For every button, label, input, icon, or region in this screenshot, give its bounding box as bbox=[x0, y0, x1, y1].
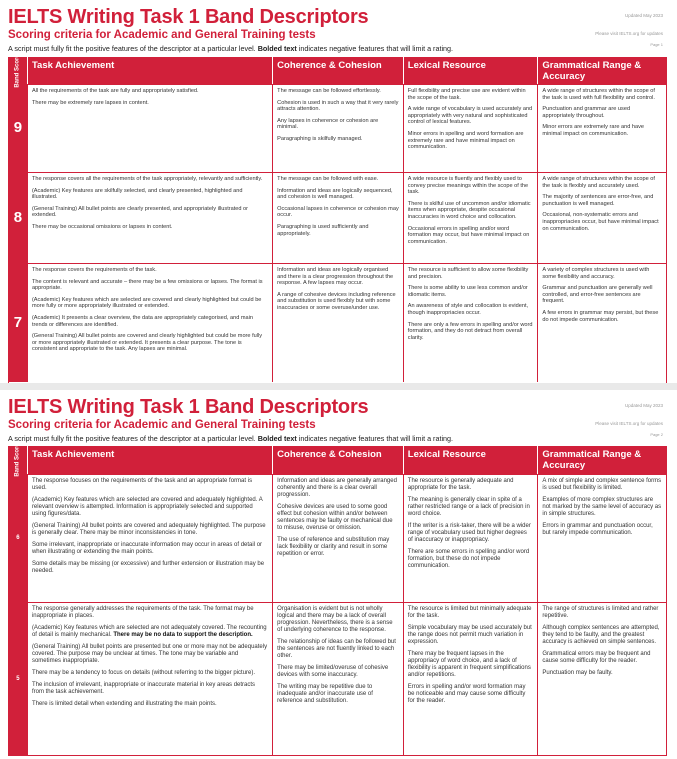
descriptor-line: A few errors in grammar may persist, but these do not impede communication. bbox=[542, 309, 659, 323]
descriptor-text bbox=[32, 561, 268, 575]
descriptor-text bbox=[542, 88, 662, 101]
note-suffix: indicates negative features that will limit a rating. bbox=[298, 44, 454, 53]
descriptor-text bbox=[32, 625, 268, 639]
descriptor-line: Information and ideas are generally arranged coherently and there is a clear overall progression. bbox=[277, 478, 397, 498]
descriptor-line: (General Training) All bullet points are presented but one or more may not be adequately covered. The purpose may be unclear at times. The tone may be variable and sometimes inappropriate. bbox=[31, 644, 268, 664]
descriptor-line: Examples of more complex structures are not marked by the same level of accuracy as in simple structures. bbox=[542, 497, 662, 517]
descriptor-text bbox=[408, 267, 534, 280]
descriptor-text bbox=[408, 478, 534, 492]
descriptor-text bbox=[542, 267, 662, 280]
descriptor-text bbox=[277, 267, 399, 287]
descriptor-line: There are only a few errors in spelling and/or word formation, and they do not detract from overall clarity. bbox=[407, 321, 533, 341]
descriptor-line: (Academic) It presents a clear overview, the data are appropriately categorised, and main trends or differences are identified. bbox=[31, 314, 254, 328]
descriptor-text bbox=[32, 315, 268, 328]
descriptor-text bbox=[32, 606, 268, 620]
descriptor-line: Occasional errors in spelling and/or word formation may occur, but have minimal impact on communication. bbox=[407, 225, 530, 245]
descriptor-line: Paragraphing is skilfully managed. bbox=[277, 135, 363, 142]
descriptor-line: (General Training) All bullet points are covered and adequately highlighted. The purpose is generally clear. There may be minor inconsistencies in tone. bbox=[31, 523, 266, 536]
descriptor-text bbox=[408, 201, 534, 221]
descriptor-text bbox=[32, 224, 268, 231]
descriptor-text bbox=[408, 88, 534, 101]
descriptor-text bbox=[32, 279, 268, 292]
descriptor-text bbox=[32, 267, 268, 274]
band-score: 6 bbox=[9, 475, 27, 602]
descriptor-line: (Academic) Key features are skilfully selected, and clearly presented, highlighted and illustrated. bbox=[31, 187, 243, 201]
descriptor-line: Paragraphing is used sufficiently and appropriately. bbox=[277, 223, 369, 237]
descriptor-line: Punctuation may be faulty. bbox=[542, 670, 613, 676]
descriptor-line: A wide range of structures within the scope of the task is used with full flexibility and control. bbox=[542, 88, 655, 101]
descriptor-line: The response covers the requirements of the task. bbox=[31, 267, 157, 273]
descriptor-text bbox=[542, 310, 662, 323]
descriptor-line: Information and ideas are logically organised and there is a clear progression throughout the response. A few lapses may occur. bbox=[277, 267, 394, 287]
band-row-9 bbox=[9, 84, 666, 172]
header-band-score bbox=[9, 443, 27, 477]
descriptor-text bbox=[277, 639, 399, 660]
descriptor-text bbox=[32, 523, 268, 537]
descriptor-line: (Academic) Key features which are selected are covered and clearly highlighted but could be more fully or more appropriately illustrated or extended. bbox=[31, 296, 262, 310]
descriptor-text bbox=[32, 206, 268, 219]
note-prefix: A script must fully fit the positive features of the descriptor at a particular level. bbox=[8, 434, 256, 443]
descriptor-line: There may be a tendency to focus on details (without referring to the bigger picture). bbox=[31, 670, 256, 676]
descriptor-line: Organisation is evident but is not wholly logical and there may be a lack of overall progression. Nevertheless, there is a sense of underlying coherence to the response. bbox=[277, 606, 393, 633]
visit-link[interactable]: Please visit IELTS.org for updates bbox=[595, 31, 663, 36]
descriptor-line: If the writer is a risk-taker, there will be a wider range of vocabulary used but higher degrees of inaccuracy or inappropriacy. bbox=[407, 523, 531, 543]
descriptor-line: A range of cohesive devices including reference and substitution is used flexibly but with some inaccuracies or some overuse/under use. bbox=[277, 291, 396, 311]
descriptor-line: Errors in spelling and/or word formation may be noticeable and may cause some difficulty for the reader. bbox=[407, 684, 526, 704]
descriptor-text bbox=[542, 106, 662, 119]
lexical-resource-cell bbox=[403, 475, 538, 602]
doc-subtitle: Scoring criteria for Academic and General Training tests bbox=[8, 29, 316, 41]
descriptor-text bbox=[277, 176, 399, 183]
descriptor-line: Some details may be missing (or excessive) and further extension or illustration may be needed. bbox=[31, 561, 265, 574]
descriptor-text bbox=[408, 497, 534, 518]
descriptor-text bbox=[32, 497, 268, 518]
descriptor-text bbox=[408, 523, 534, 544]
descriptor-line: The message can be followed effortlessly. bbox=[277, 88, 381, 94]
descriptor-text bbox=[277, 537, 399, 558]
descriptor-text bbox=[32, 542, 268, 556]
task-achievement-cell bbox=[27, 475, 272, 602]
descriptor-line: The resource is sufficient to allow some flexibility and precision. bbox=[407, 267, 529, 280]
header-lexical-resource: Lexical Resource bbox=[403, 57, 538, 84]
descriptor-table bbox=[8, 443, 667, 756]
descriptor-line: The range of structures is limited and rather repetitive. bbox=[542, 606, 659, 619]
header-coherence-cohesion: Coherence & Cohesion bbox=[272, 57, 403, 84]
page-gap bbox=[0, 383, 677, 390]
band-row-8 bbox=[9, 172, 666, 263]
descriptor-line: A variety of complex structures is used with some flexibility and accuracy. bbox=[542, 267, 650, 280]
descriptor-text bbox=[277, 478, 399, 499]
descriptor-text bbox=[32, 644, 268, 665]
descriptor-text bbox=[408, 131, 534, 151]
header-grammatical-range: Grammatical Range & Accuracy bbox=[537, 446, 666, 474]
descriptor-text bbox=[277, 606, 399, 634]
grammatical-range-cell bbox=[537, 264, 666, 382]
lexical-resource-cell bbox=[403, 603, 538, 756]
descriptor-line: The majority of sentences are error-free, and punctuation is well managed. bbox=[542, 194, 654, 207]
descriptor-text bbox=[277, 188, 399, 201]
note-suffix: indicates negative features that will limit a rating. bbox=[298, 434, 454, 443]
descriptor-text bbox=[32, 297, 268, 310]
descriptor-line: The resource is generally adequate and appropriate for the task. bbox=[407, 478, 514, 491]
rows-page-1 bbox=[9, 84, 666, 382]
descriptor-text bbox=[542, 478, 662, 492]
descriptor-text bbox=[542, 497, 662, 518]
note-bold: Bolded text bbox=[257, 44, 297, 53]
task-achievement-cell bbox=[27, 173, 272, 263]
descriptor-text bbox=[542, 670, 662, 677]
descriptor-text bbox=[542, 176, 662, 189]
descriptor-line: Full flexibility and precise use are evident within the scope of the task. bbox=[407, 88, 526, 101]
grammatical-range-cell bbox=[537, 475, 666, 602]
note-prefix: A script must fully fit the positive features of the descriptor at a particular level. bbox=[8, 44, 256, 53]
descriptor-line: (Academic) Key features which are selected are covered and adequately highlighted. A relevant overview is attempted. Information is appropriately selected and supported using figures/data. bbox=[31, 497, 263, 517]
descriptor-line: Simple vocabulary may be used accurately but the range does not permit much variation in expression. bbox=[407, 625, 532, 645]
descriptor-text bbox=[277, 206, 399, 219]
descriptor-text bbox=[408, 303, 534, 316]
descriptor-line: Punctuation and grammar are used appropriately throughout. bbox=[542, 106, 631, 119]
coherence-cohesion-cell bbox=[272, 264, 403, 382]
grammatical-range-cell bbox=[537, 85, 666, 172]
task-achievement-cell bbox=[27, 264, 272, 382]
band-score: 8 bbox=[9, 173, 27, 263]
descriptor-text bbox=[542, 285, 662, 305]
header-band-score bbox=[9, 53, 27, 88]
descriptor-line: Minor errors in spelling and word formation are extremely rare and have minimal impact on communication. bbox=[407, 130, 524, 151]
descriptor-line: Occasional lapses in coherence or cohesion may occur. bbox=[277, 205, 399, 219]
doc-note bbox=[8, 44, 453, 53]
descriptor-line: The writing may be repetitive due to inadequate and/or inaccurate use of reference and substitution. bbox=[277, 684, 373, 704]
descriptor-line: The message can be followed with ease. bbox=[277, 176, 379, 182]
descriptor-text bbox=[277, 136, 399, 143]
descriptor-line: Grammar and punctuation are generally well controlled, and error-free sentences are frequent. bbox=[542, 285, 653, 305]
descriptor-text bbox=[32, 701, 268, 708]
descriptor-text bbox=[277, 665, 399, 679]
descriptor-text bbox=[277, 88, 399, 95]
descriptor-text bbox=[408, 176, 534, 196]
lexical-resource-cell bbox=[403, 264, 538, 382]
descriptor-text bbox=[542, 124, 662, 137]
descriptor-line: (Academic) Key features which are selected are not adequately covered. The recounting of detail is mainly mechanical. bbox=[31, 625, 267, 638]
doc-note bbox=[8, 434, 453, 443]
descriptor-table bbox=[8, 53, 667, 383]
descriptor-line: The relationship of ideas can be followed but the sentences are not fluently linked to each other. bbox=[277, 639, 396, 659]
descriptor-line: Minor errors are extremely rare and have minimal impact on communication. bbox=[542, 124, 645, 137]
updated-date: Updated May 2023 bbox=[624, 403, 663, 408]
descriptor-text bbox=[542, 523, 662, 537]
table-header bbox=[9, 443, 666, 477]
descriptor-text bbox=[542, 194, 662, 207]
coherence-cohesion-cell bbox=[272, 173, 403, 263]
lexical-resource-cell bbox=[403, 173, 538, 263]
descriptor-text bbox=[408, 549, 534, 570]
descriptor-line: There may be occasional omissions or lapses in content. bbox=[31, 223, 173, 230]
descriptor-line: There may be extremely rare lapses in content. bbox=[31, 99, 149, 106]
descriptor-text bbox=[277, 684, 399, 705]
coherence-cohesion-cell bbox=[272, 475, 403, 602]
header-grammatical-range: Grammatical Range & Accuracy bbox=[537, 57, 666, 84]
page-2 bbox=[0, 390, 677, 759]
descriptor-text bbox=[408, 285, 534, 298]
rows-page-2 bbox=[9, 474, 666, 756]
descriptor-line: There is some ability to use less common and/or idiomatic items. bbox=[407, 285, 528, 298]
descriptor-line: (General Training) All bullet points are covered and clearly highlighted but could be more fully or more appropriately illustrated or extended. It presents a clear purpose. The tone is consistent and appropriate to the task. Any lapses are minimal. bbox=[31, 333, 263, 353]
descriptor-line: The response covers all the requirements of the task appropriately, relevantly and sufficiently. bbox=[31, 176, 263, 182]
descriptor-text bbox=[32, 176, 268, 183]
descriptor-text bbox=[32, 670, 268, 677]
descriptor-text bbox=[277, 504, 399, 532]
descriptor-line: There may be limited/overuse of cohesive devices with some inaccuracy. bbox=[277, 665, 389, 678]
band-row-7 bbox=[9, 263, 666, 382]
negative-feature-text: There may be no data to support the description. bbox=[113, 632, 253, 638]
descriptor-text bbox=[277, 224, 399, 237]
task-achievement-cell bbox=[27, 85, 272, 172]
descriptor-line: Although complex sentences are attempted, they tend to be faulty, and the greatest accuracy is achieved on simple sentences. bbox=[542, 625, 660, 645]
grammatical-range-cell bbox=[537, 603, 666, 756]
page-number: Page 2 bbox=[650, 432, 663, 437]
descriptor-line: A wide range of structures within the scope of the task is flexibly and accurately used. bbox=[542, 176, 655, 189]
descriptor-text bbox=[32, 682, 268, 696]
descriptor-line: An awareness of style and collocation is evident, though inappropriacies occur. bbox=[407, 303, 529, 316]
descriptor-line: Some irrelevant, inappropriate or inaccurate information may occur in areas of detail or when illustrating or extending the main points. bbox=[31, 542, 263, 555]
descriptor-line: Errors in grammar and punctuation occur, but rarely impede communication. bbox=[542, 523, 653, 536]
header-band-label: Band Score bbox=[14, 443, 21, 477]
visit-link[interactable]: Please visit IELTS.org for updates bbox=[595, 421, 663, 426]
descriptor-text bbox=[408, 106, 534, 126]
descriptor-text bbox=[542, 651, 662, 665]
descriptor-line: There may be frequent lapses in the appropriacy of word choice, and a lack of flexibility is apparent in frequent simplifications and/or repetitions. bbox=[407, 651, 531, 678]
note-bold: Bolded text bbox=[257, 434, 297, 443]
descriptor-text bbox=[277, 292, 399, 312]
grammatical-range-cell bbox=[537, 173, 666, 263]
descriptor-line: All the requirements of the task are fully and appropriately satisfied. bbox=[31, 88, 199, 94]
header-task-achievement: Task Achievement bbox=[27, 446, 272, 474]
descriptor-text bbox=[32, 188, 268, 201]
descriptor-line: A wide range of vocabulary is used accurately and appropriately with very natural and sophisticated control of lexical features. bbox=[407, 106, 533, 126]
descriptor-text bbox=[408, 625, 534, 646]
page-header bbox=[0, 390, 677, 446]
descriptor-text bbox=[542, 625, 662, 646]
descriptor-line: The inclusion of irrelevant, inappropriate or inaccurate material in key areas detracts from the task achievement. bbox=[31, 682, 256, 695]
descriptor-text bbox=[277, 118, 399, 131]
descriptor-text bbox=[408, 606, 534, 620]
descriptor-text bbox=[32, 478, 268, 492]
descriptor-line: The use of reference and substitution may lack flexibility or clarity and result in some repetition or error. bbox=[277, 537, 390, 557]
descriptor-line: Any lapses in coherence or cohesion are minimal. bbox=[277, 117, 379, 131]
doc-title: IELTS Writing Task 1 Band Descriptors bbox=[8, 396, 369, 418]
descriptor-line: There is limited detail when extending and illustrating the main points. bbox=[31, 701, 217, 707]
header-coherence-cohesion: Coherence & Cohesion bbox=[272, 446, 403, 474]
descriptor-line: The content is relevant and accurate – there may be a few omissions or lapses. The format is appropriate. bbox=[31, 278, 263, 292]
descriptor-line: The response focuses on the requirements of the task and an appropriate format is used. bbox=[31, 478, 253, 491]
updated-date: Updated May 2023 bbox=[624, 13, 663, 18]
descriptor-line: Grammatical errors may be frequent and cause some difficulty for the reader. bbox=[542, 651, 651, 664]
descriptor-text bbox=[32, 333, 268, 353]
descriptor-line: The response generally addresses the requirements of the task. The format may be inappropriate in places. bbox=[31, 606, 254, 619]
band-score: 7 bbox=[9, 264, 27, 382]
header-lexical-resource: Lexical Resource bbox=[403, 446, 538, 474]
descriptor-text bbox=[32, 100, 268, 107]
descriptor-line: Occasional, non-systematic errors and inappropriacies occur, but have minimal impact on communication. bbox=[542, 212, 659, 232]
header-band-label: Band Score bbox=[14, 53, 21, 88]
descriptor-line: There is skilful use of uncommon and/or idiomatic items when appropriate, despite occasional inaccuracies in word choice and collocation. bbox=[407, 200, 531, 220]
descriptor-text bbox=[542, 606, 662, 620]
band-score: 5 bbox=[9, 603, 27, 756]
page-number: Page 1 bbox=[650, 42, 663, 47]
descriptor-line: The resource is limited but minimally adequate for the task. bbox=[407, 606, 532, 619]
band-row-5 bbox=[9, 602, 666, 756]
descriptor-line: Cohesive devices are used to some good effect but cohesion within and/or between sentences may be faulty or mechanical due to misuse, overuse or omission. bbox=[277, 504, 393, 531]
band-row-6 bbox=[9, 474, 666, 602]
descriptor-line: There are some errors in spelling and/or word formation, but these do not impede communication. bbox=[407, 549, 530, 569]
descriptor-line: Cohesion is used in such a way that it very rarely attracts attention. bbox=[277, 99, 399, 113]
descriptor-text bbox=[408, 651, 534, 679]
descriptor-line: A wide resource is fluently and flexibly used to convey precise meanings within the scope of the task. bbox=[407, 176, 529, 196]
band-score: 9 bbox=[9, 85, 27, 172]
task-achievement-cell bbox=[27, 603, 272, 756]
descriptor-text bbox=[408, 226, 534, 246]
descriptor-line: (General Training) All bullet points are clearly presented, and appropriately illustrated or extended. bbox=[31, 205, 249, 219]
coherence-cohesion-cell bbox=[272, 85, 403, 172]
doc-title: IELTS Writing Task 1 Band Descriptors bbox=[8, 6, 369, 28]
page-header bbox=[0, 0, 677, 57]
descriptor-line: Information and ideas are logically sequenced, and cohesion is well managed. bbox=[277, 187, 393, 201]
descriptor-line: The meaning is generally clear in spite of a rather restricted range or a lack of precision in word choice. bbox=[407, 497, 530, 517]
table-header bbox=[9, 53, 666, 88]
descriptor-line: A mix of simple and complex sentence forms is used but flexibility is limited. bbox=[542, 478, 662, 491]
descriptor-text bbox=[277, 100, 399, 113]
descriptor-text bbox=[32, 88, 268, 95]
header-task-achievement: Task Achievement bbox=[27, 57, 272, 84]
descriptor-text bbox=[408, 684, 534, 705]
coherence-cohesion-cell bbox=[272, 603, 403, 756]
lexical-resource-cell bbox=[403, 85, 538, 172]
descriptor-text bbox=[542, 212, 662, 232]
doc-subtitle: Scoring criteria for Academic and General Training tests bbox=[8, 419, 316, 431]
descriptor-text bbox=[408, 322, 534, 342]
